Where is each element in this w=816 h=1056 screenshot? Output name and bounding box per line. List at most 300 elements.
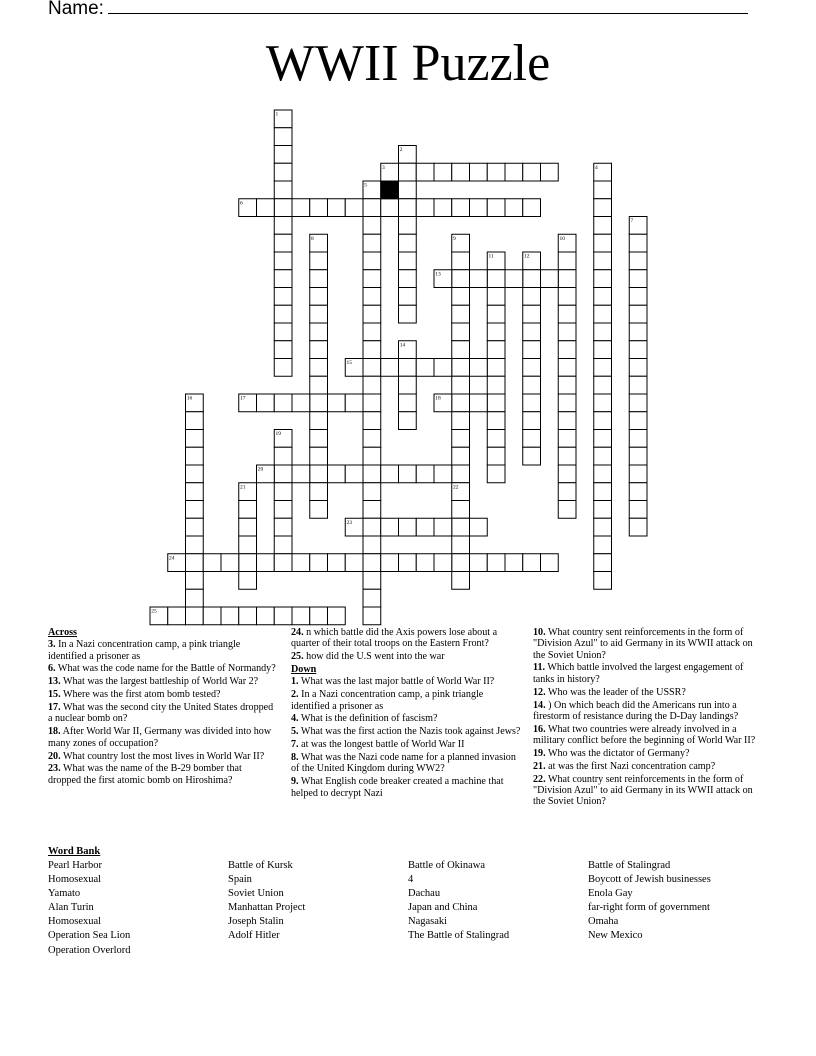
grid-cell[interactable]	[558, 288, 576, 306]
grid-cell[interactable]	[594, 483, 612, 501]
grid-cell[interactable]	[328, 199, 346, 217]
grid-cell[interactable]	[594, 572, 612, 590]
grid-cell[interactable]	[523, 199, 541, 217]
grid-cell[interactable]	[594, 270, 612, 288]
grid-cell[interactable]	[594, 412, 612, 430]
grid-cell[interactable]	[629, 412, 647, 430]
grid-cell[interactable]	[594, 536, 612, 554]
grid-cell[interactable]	[363, 270, 381, 288]
grid-cell[interactable]	[381, 359, 399, 377]
grid-cell[interactable]	[629, 430, 647, 448]
grid-cell[interactable]	[470, 163, 488, 181]
grid-cell[interactable]	[363, 288, 381, 306]
grid-cell[interactable]	[505, 270, 523, 288]
grid-cell[interactable]	[239, 607, 257, 625]
grid-cell[interactable]	[274, 447, 292, 465]
grid-cell[interactable]	[239, 554, 257, 572]
grid-cell[interactable]	[328, 394, 346, 412]
grid-cell[interactable]	[186, 536, 204, 554]
grid-cell[interactable]	[470, 359, 488, 377]
grid-cell[interactable]	[381, 163, 399, 181]
grid-cell[interactable]	[310, 465, 328, 483]
grid-cell[interactable]	[558, 501, 576, 519]
across-clue	[48, 726, 276, 749]
grid-cell[interactable]	[257, 394, 275, 412]
grid-cell[interactable]	[363, 412, 381, 430]
grid-cell[interactable]	[274, 554, 292, 572]
down-clue	[533, 774, 765, 808]
grid-cell[interactable]	[594, 234, 612, 252]
grid-cell[interactable]	[363, 447, 381, 465]
grid-cell[interactable]	[505, 199, 523, 217]
grid-cell[interactable]	[363, 234, 381, 252]
grid-cell[interactable]	[168, 607, 186, 625]
grid-cell[interactable]	[487, 554, 505, 572]
grid-clue-number: 2	[399, 147, 403, 154]
grid-cell[interactable]	[186, 394, 204, 412]
grid-cell[interactable]	[363, 181, 381, 199]
grid-cell[interactable]	[399, 305, 417, 323]
grid-cell[interactable]	[292, 554, 310, 572]
grid-cell[interactable]	[399, 359, 417, 377]
grid-cell[interactable]	[310, 270, 328, 288]
grid-cell[interactable]	[523, 288, 541, 306]
grid-cell[interactable]	[274, 536, 292, 554]
grid-cell[interactable]	[381, 465, 399, 483]
grid-cell[interactable]	[274, 234, 292, 252]
grid-cell[interactable]	[292, 394, 310, 412]
grid-cell[interactable]	[399, 518, 417, 536]
grid-cell[interactable]	[363, 536, 381, 554]
grid-cell[interactable]	[186, 554, 204, 572]
grid-cell[interactable]	[363, 376, 381, 394]
down-clue-number: 14.	[533, 699, 546, 711]
grid-cell[interactable]	[487, 341, 505, 359]
grid-cell[interactable]	[274, 359, 292, 377]
grid-cell[interactable]	[274, 199, 292, 217]
grid-cell[interactable]	[186, 412, 204, 430]
word-bank-item: Joseph Stalin	[228, 916, 284, 928]
grid-cell[interactable]	[523, 323, 541, 341]
grid-cell[interactable]	[541, 554, 559, 572]
grid-cell[interactable]	[274, 430, 292, 448]
grid-cell[interactable]	[328, 607, 346, 625]
grid-cell[interactable]	[629, 252, 647, 270]
grid-cell[interactable]	[239, 501, 257, 519]
grid-cell[interactable]	[487, 252, 505, 270]
grid-cell[interactable]	[487, 394, 505, 412]
grid-cell[interactable]	[186, 572, 204, 590]
grid-cell[interactable]	[434, 518, 452, 536]
grid-cell[interactable]	[558, 234, 576, 252]
grid-cell[interactable]	[487, 305, 505, 323]
grid-cell[interactable]	[558, 430, 576, 448]
grid-cell[interactable]	[399, 199, 417, 217]
grid-cell[interactable]	[345, 554, 363, 572]
grid-cell[interactable]	[310, 412, 328, 430]
grid-cell[interactable]	[416, 518, 434, 536]
grid-cell[interactable]	[558, 394, 576, 412]
grid-cell[interactable]	[629, 394, 647, 412]
grid-cell[interactable]	[629, 288, 647, 306]
grid-cell[interactable]	[594, 341, 612, 359]
grid-cell[interactable]	[558, 341, 576, 359]
grid-cell[interactable]	[363, 217, 381, 235]
grid-cell[interactable]	[416, 163, 434, 181]
grid-cell[interactable]	[629, 234, 647, 252]
grid-cell[interactable]	[594, 359, 612, 377]
grid-cell[interactable]	[274, 217, 292, 235]
grid-cell[interactable]	[594, 518, 612, 536]
grid-cell[interactable]	[399, 394, 417, 412]
grid-cell[interactable]	[310, 252, 328, 270]
grid-cell[interactable]	[399, 465, 417, 483]
grid-cell[interactable]	[310, 376, 328, 394]
grid-cell[interactable]	[629, 483, 647, 501]
grid-cell[interactable]	[363, 483, 381, 501]
grid-cell[interactable]	[452, 412, 470, 430]
grid-cell[interactable]	[416, 199, 434, 217]
grid-clue-number: 19	[275, 431, 281, 438]
grid-cell[interactable]	[452, 341, 470, 359]
grid-cell[interactable]	[363, 607, 381, 625]
grid-cell[interactable]	[452, 199, 470, 217]
grid-cell[interactable]	[487, 430, 505, 448]
grid-cell[interactable]	[523, 305, 541, 323]
grid-cell[interactable]	[363, 323, 381, 341]
grid-cell[interactable]	[558, 359, 576, 377]
grid-cell[interactable]	[257, 199, 275, 217]
grid-cell[interactable]	[345, 394, 363, 412]
grid-cell[interactable]	[363, 572, 381, 590]
grid-cell[interactable]	[257, 607, 275, 625]
grid-cell[interactable]	[594, 376, 612, 394]
grid-cell[interactable]	[558, 483, 576, 501]
grid-cell[interactable]	[523, 341, 541, 359]
grid-cell[interactable]	[558, 447, 576, 465]
grid-cell[interactable]	[274, 110, 292, 128]
grid-cell[interactable]	[345, 359, 363, 377]
grid-cell[interactable]	[274, 518, 292, 536]
grid-cell[interactable]	[186, 589, 204, 607]
grid-cell[interactable]	[363, 252, 381, 270]
grid-cell[interactable]	[345, 465, 363, 483]
grid-cell[interactable]	[523, 447, 541, 465]
grid-cell[interactable]	[558, 270, 576, 288]
grid-cell[interactable]	[452, 430, 470, 448]
grid-cell[interactable]	[594, 252, 612, 270]
grid-cell[interactable]	[363, 554, 381, 572]
grid-cell[interactable]	[594, 305, 612, 323]
grid-cell[interactable]	[363, 394, 381, 412]
grid-cell[interactable]	[487, 465, 505, 483]
grid-cell[interactable]	[399, 288, 417, 306]
grid-cell[interactable]	[470, 518, 488, 536]
grid-cell[interactable]	[594, 554, 612, 572]
grid-cell[interactable]	[399, 412, 417, 430]
grid-cell[interactable]	[452, 376, 470, 394]
grid-cell[interactable]	[274, 465, 292, 483]
grid-cell[interactable]	[239, 572, 257, 590]
grid-cell[interactable]	[186, 430, 204, 448]
grid-cell[interactable]	[487, 376, 505, 394]
grid-cell[interactable]	[434, 270, 452, 288]
grid-cell[interactable]	[594, 163, 612, 181]
grid-cell[interactable]	[434, 554, 452, 572]
grid-cell[interactable]	[558, 465, 576, 483]
grid-cell[interactable]	[452, 270, 470, 288]
grid-cell[interactable]	[629, 447, 647, 465]
grid-cell[interactable]	[363, 589, 381, 607]
grid-cell[interactable]	[452, 394, 470, 412]
grid-cell[interactable]	[452, 465, 470, 483]
grid-cell[interactable]	[186, 518, 204, 536]
grid-cell[interactable]	[274, 323, 292, 341]
grid-cell[interactable]	[310, 430, 328, 448]
grid-cell[interactable]	[594, 430, 612, 448]
grid-cell[interactable]	[452, 501, 470, 519]
grid-cell[interactable]	[487, 359, 505, 377]
down-clue-text: What was the last major battle of World War II?	[298, 676, 495, 688]
grid-cell[interactable]	[310, 199, 328, 217]
grid-cell[interactable]	[523, 376, 541, 394]
grid-cell[interactable]	[629, 323, 647, 341]
grid-cell[interactable]	[328, 554, 346, 572]
grid-cell[interactable]	[594, 288, 612, 306]
grid-cell[interactable]	[363, 341, 381, 359]
grid-cell[interactable]	[452, 323, 470, 341]
grid-cell[interactable]	[186, 607, 204, 625]
grid-cell[interactable]	[594, 394, 612, 412]
grid-cell[interactable]	[274, 483, 292, 501]
grid-clue-number: 6	[239, 200, 243, 207]
grid-cell[interactable]	[523, 412, 541, 430]
grid-cell[interactable]	[629, 465, 647, 483]
grid-cell[interactable]	[470, 199, 488, 217]
grid-cell[interactable]	[239, 199, 257, 217]
grid-cell[interactable]	[274, 163, 292, 181]
grid-cell[interactable]	[399, 341, 417, 359]
grid-cell[interactable]	[399, 376, 417, 394]
grid-cell[interactable]	[186, 501, 204, 519]
grid-cell[interactable]	[274, 252, 292, 270]
grid-cell[interactable]	[363, 199, 381, 217]
grid-cell[interactable]	[523, 430, 541, 448]
grid-cell[interactable]	[274, 607, 292, 625]
grid-cell[interactable]	[363, 501, 381, 519]
grid-cell[interactable]	[452, 572, 470, 590]
grid-cell[interactable]	[274, 501, 292, 519]
grid-cell[interactable]	[452, 447, 470, 465]
grid-cell[interactable]	[186, 447, 204, 465]
grid-cell[interactable]	[487, 199, 505, 217]
grid-cell[interactable]	[363, 518, 381, 536]
grid-cell[interactable]	[523, 554, 541, 572]
grid-cell[interactable]	[434, 163, 452, 181]
grid-cell[interactable]	[470, 554, 488, 572]
grid-cell[interactable]	[452, 234, 470, 252]
grid-cell[interactable]	[310, 447, 328, 465]
grid-cell[interactable]	[399, 217, 417, 235]
grid-cell[interactable]	[399, 554, 417, 572]
grid-cell[interactable]	[292, 465, 310, 483]
grid-cell[interactable]	[310, 394, 328, 412]
grid-cell[interactable]	[274, 181, 292, 199]
grid-cell[interactable]	[541, 270, 559, 288]
grid-cell[interactable]	[558, 305, 576, 323]
grid-cell[interactable]	[292, 607, 310, 625]
grid-cell[interactable]	[274, 146, 292, 164]
grid-cell[interactable]	[558, 252, 576, 270]
grid-cell[interactable]	[310, 483, 328, 501]
grid-cell[interactable]	[239, 394, 257, 412]
grid-cell[interactable]	[381, 554, 399, 572]
grid-cell[interactable]	[452, 483, 470, 501]
grid-cell[interactable]	[523, 394, 541, 412]
grid-cell[interactable]	[274, 288, 292, 306]
grid-cell[interactable]	[452, 288, 470, 306]
grid-cell[interactable]	[629, 501, 647, 519]
grid-cell[interactable]	[274, 128, 292, 146]
grid-cell[interactable]	[452, 536, 470, 554]
grid-cell[interactable]	[381, 518, 399, 536]
grid-clue-number: 11	[488, 253, 494, 260]
grid-cell[interactable]	[186, 483, 204, 501]
grid-cell[interactable]	[629, 341, 647, 359]
grid-cell[interactable]	[594, 501, 612, 519]
grid-cell[interactable]	[221, 554, 239, 572]
grid-cell[interactable]	[452, 554, 470, 572]
grid-cell[interactable]	[399, 270, 417, 288]
grid-clue-number: 16	[186, 395, 193, 402]
grid-cell[interactable]	[239, 536, 257, 554]
grid-cell[interactable]	[452, 252, 470, 270]
grid-cell[interactable]	[629, 217, 647, 235]
grid-cell[interactable]	[310, 359, 328, 377]
grid-cell[interactable]	[257, 554, 275, 572]
grid-cell[interactable]	[203, 607, 221, 625]
grid-cell[interactable]	[558, 323, 576, 341]
grid-cell[interactable]	[594, 465, 612, 483]
grid-cell[interactable]	[310, 323, 328, 341]
grid-cell[interactable]	[487, 163, 505, 181]
grid-cell[interactable]	[505, 554, 523, 572]
grid-cell[interactable]	[487, 412, 505, 430]
grid-cell[interactable]	[399, 146, 417, 164]
grid-cell[interactable]	[221, 607, 239, 625]
grid-cell[interactable]	[434, 465, 452, 483]
grid-cell[interactable]	[310, 607, 328, 625]
word-bank-item: Spain	[228, 874, 252, 886]
grid-cell[interactable]	[629, 359, 647, 377]
grid-cell[interactable]	[310, 288, 328, 306]
grid-cell[interactable]	[186, 465, 204, 483]
grid-cell[interactable]	[203, 554, 221, 572]
grid-cell[interactable]	[381, 199, 399, 217]
grid-cell[interactable]	[452, 163, 470, 181]
name-underline[interactable]	[108, 0, 748, 14]
grid-cell[interactable]	[310, 501, 328, 519]
grid-cell[interactable]	[274, 270, 292, 288]
grid-cell[interactable]	[239, 518, 257, 536]
grid-cell[interactable]	[274, 341, 292, 359]
grid-cell[interactable]	[345, 199, 363, 217]
grid-cell[interactable]	[363, 430, 381, 448]
grid-cell[interactable]	[558, 412, 576, 430]
grid-cell[interactable]	[257, 465, 275, 483]
grid-cell[interactable]	[168, 554, 186, 572]
grid-cell[interactable]	[487, 447, 505, 465]
grid-cell[interactable]	[452, 359, 470, 377]
grid-cell[interactable]	[629, 518, 647, 536]
grid-cell[interactable]	[150, 607, 168, 625]
grid-cell[interactable]	[523, 359, 541, 377]
grid-cell[interactable]	[523, 163, 541, 181]
grid-cell[interactable]	[470, 394, 488, 412]
grid-cell[interactable]	[487, 288, 505, 306]
grid-cell[interactable]	[487, 270, 505, 288]
grid-cell[interactable]	[594, 447, 612, 465]
grid-cell[interactable]	[416, 359, 434, 377]
grid-cell[interactable]	[434, 359, 452, 377]
grid-cell[interactable]	[416, 554, 434, 572]
grid-cell[interactable]	[523, 270, 541, 288]
grid-cell[interactable]	[328, 465, 346, 483]
grid-cell[interactable]	[470, 270, 488, 288]
name-field[interactable]	[48, 0, 748, 20]
grid-cell[interactable]	[363, 359, 381, 377]
grid-cell[interactable]	[434, 394, 452, 412]
grid-cell[interactable]	[363, 305, 381, 323]
grid-cell[interactable]	[345, 518, 363, 536]
grid-cell[interactable]	[399, 252, 417, 270]
grid-cell[interactable]	[310, 554, 328, 572]
grid-cell[interactable]	[629, 305, 647, 323]
word-bank-item: 4	[408, 874, 414, 886]
grid-cell[interactable]	[310, 305, 328, 323]
grid-cell[interactable]	[292, 199, 310, 217]
grid-cell[interactable]	[452, 305, 470, 323]
grid-cell[interactable]	[434, 199, 452, 217]
grid-cell[interactable]	[594, 181, 612, 199]
grid-cell[interactable]	[274, 305, 292, 323]
grid-cell[interactable]	[452, 518, 470, 536]
grid-cell[interactable]	[399, 163, 417, 181]
grid-cell[interactable]	[310, 234, 328, 252]
grid-cell[interactable]	[523, 252, 541, 270]
down-clue	[533, 761, 765, 772]
grid-cell[interactable]	[399, 234, 417, 252]
grid-cell[interactable]	[594, 199, 612, 217]
grid-cell[interactable]	[594, 323, 612, 341]
across-clue-text: In a Nazi concentration camp, a pink triangle identified a prisoner as	[48, 639, 241, 662]
grid-cell[interactable]	[239, 483, 257, 501]
grid-cell[interactable]	[594, 217, 612, 235]
grid-cell[interactable]	[363, 465, 381, 483]
grid-cell[interactable]	[399, 181, 417, 199]
grid-cell[interactable]	[629, 270, 647, 288]
grid-cell[interactable]	[487, 323, 505, 341]
grid-cell[interactable]	[558, 376, 576, 394]
grid-cell[interactable]	[416, 465, 434, 483]
grid-cell[interactable]	[629, 376, 647, 394]
across-clue	[48, 689, 276, 700]
word-bank-item: Omaha	[588, 916, 619, 928]
grid-cell[interactable]	[274, 394, 292, 412]
grid-cell[interactable]	[505, 163, 523, 181]
grid-cell[interactable]	[541, 163, 559, 181]
grid-cell[interactable]	[310, 341, 328, 359]
